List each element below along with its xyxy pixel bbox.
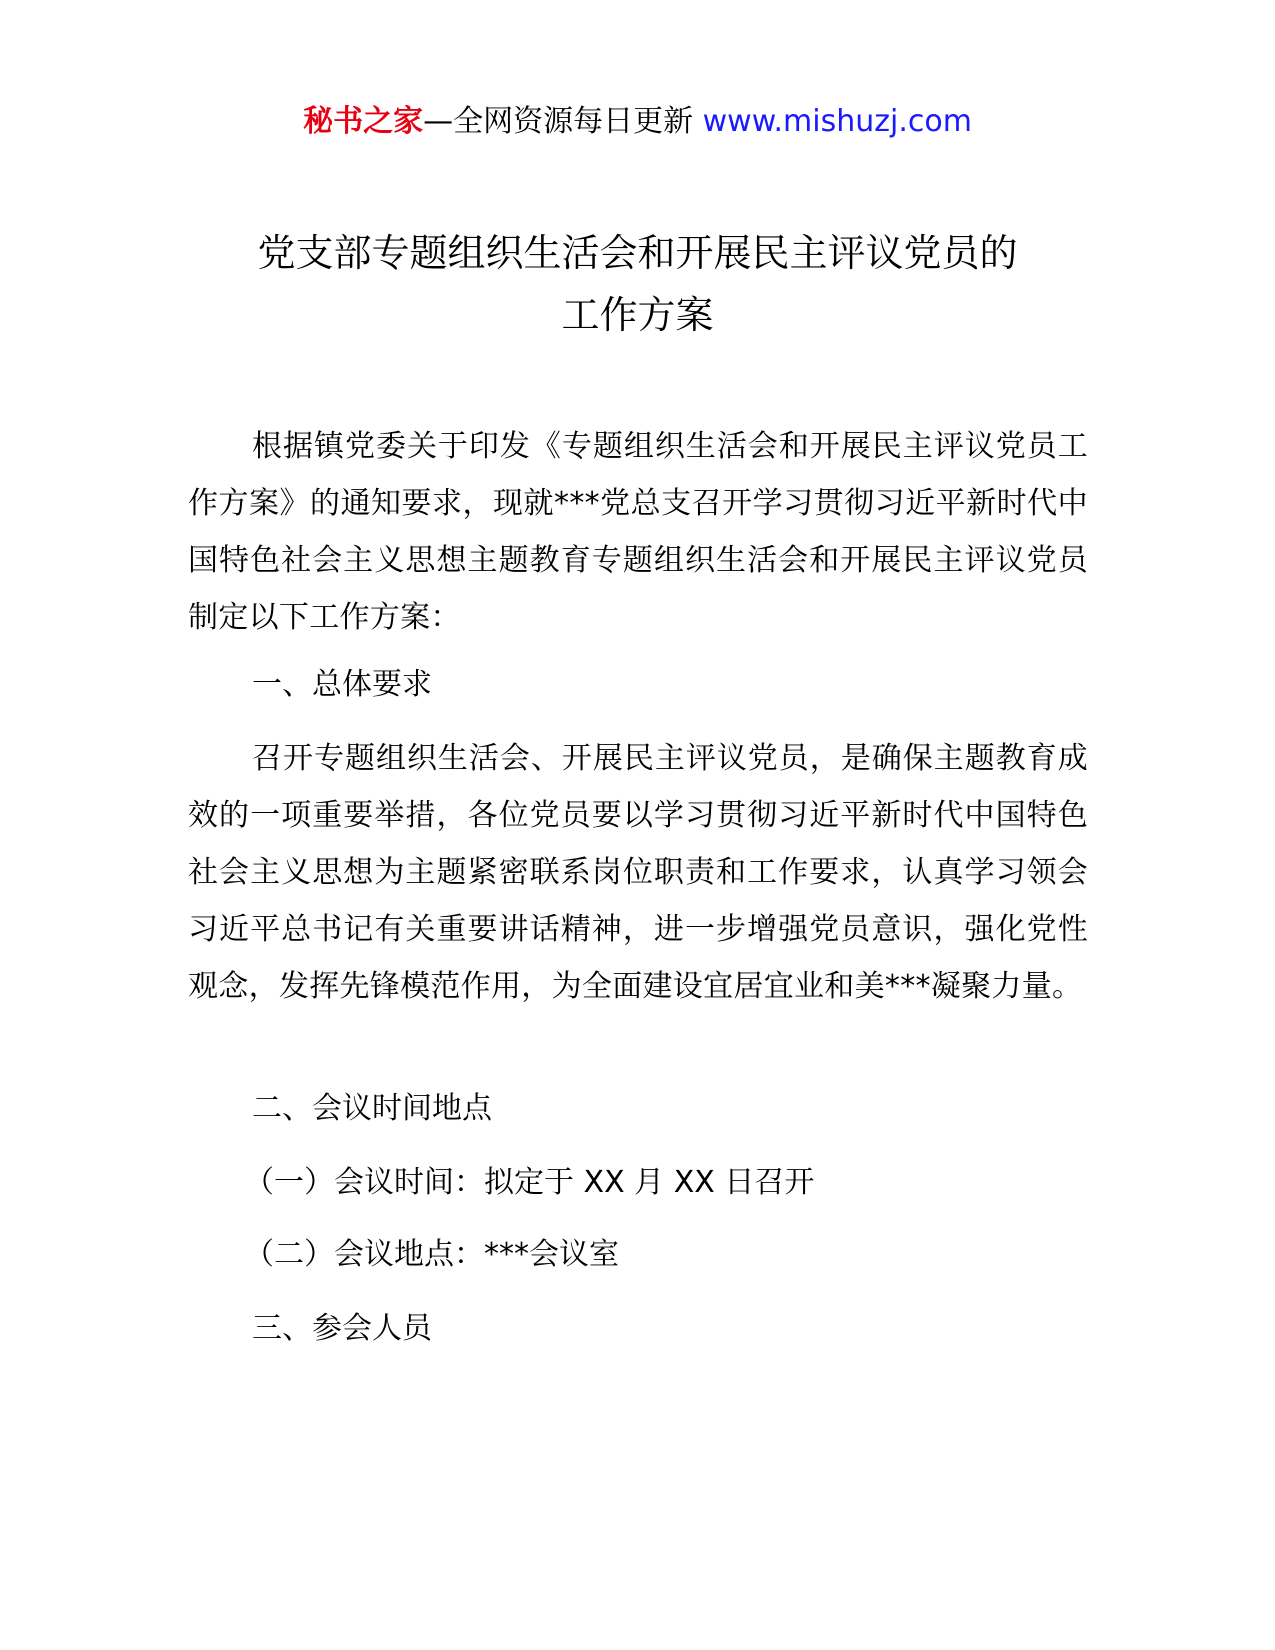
section-heading-1: 一、总体要求 — [252, 667, 432, 702]
meeting-time-item: （一）会议时间：拟定于 XX 月 XX 日召开 — [244, 1165, 815, 1200]
site-url-link[interactable]: www.mishuzj.com — [702, 104, 972, 139]
meeting-location-item: （二）会议地点：***会议室 — [244, 1237, 619, 1272]
title-line-1: 党支部专题组织生活会和开展民主评议党员的 — [257, 231, 1018, 275]
brand-name: 秘书之家 — [303, 104, 424, 139]
section-heading-2: 二、会议时间地点 — [252, 1091, 492, 1126]
header-slogan: —全网资源每日更新 — [423, 104, 694, 139]
section-1-paragraph: 召开专题组织生活会、开展民主评议党员，是确保主题教育成效的一项重要举措，各位党员要以学习贯彻习近平新时代中国特色社会主义思想为主题紧密联系岗位职责和工作要求，认真学习领会习近平总书记有关重要讲话精神，进一步增强党员意识，强化党性观念，发挥先锋模范作用，为全面建设宜居宜业和美***凝聚力量。 — [188, 741, 1088, 1004]
section-heading-3: 三、参会人员 — [252, 1311, 432, 1346]
title-line-2: 工作方案 — [561, 293, 714, 337]
intro-paragraph: 根据镇党委关于印发《专题组织生活会和开展民主评议党员工作方案》的通知要求，现就***党总支召开学习贯彻习近平新时代中国特色社会主义思想主题教育专题组织生活会和开展民主评议党员制定以下工作方案： — [188, 429, 1088, 635]
document-title — [150, 222, 1125, 346]
page-header — [0, 102, 1275, 142]
